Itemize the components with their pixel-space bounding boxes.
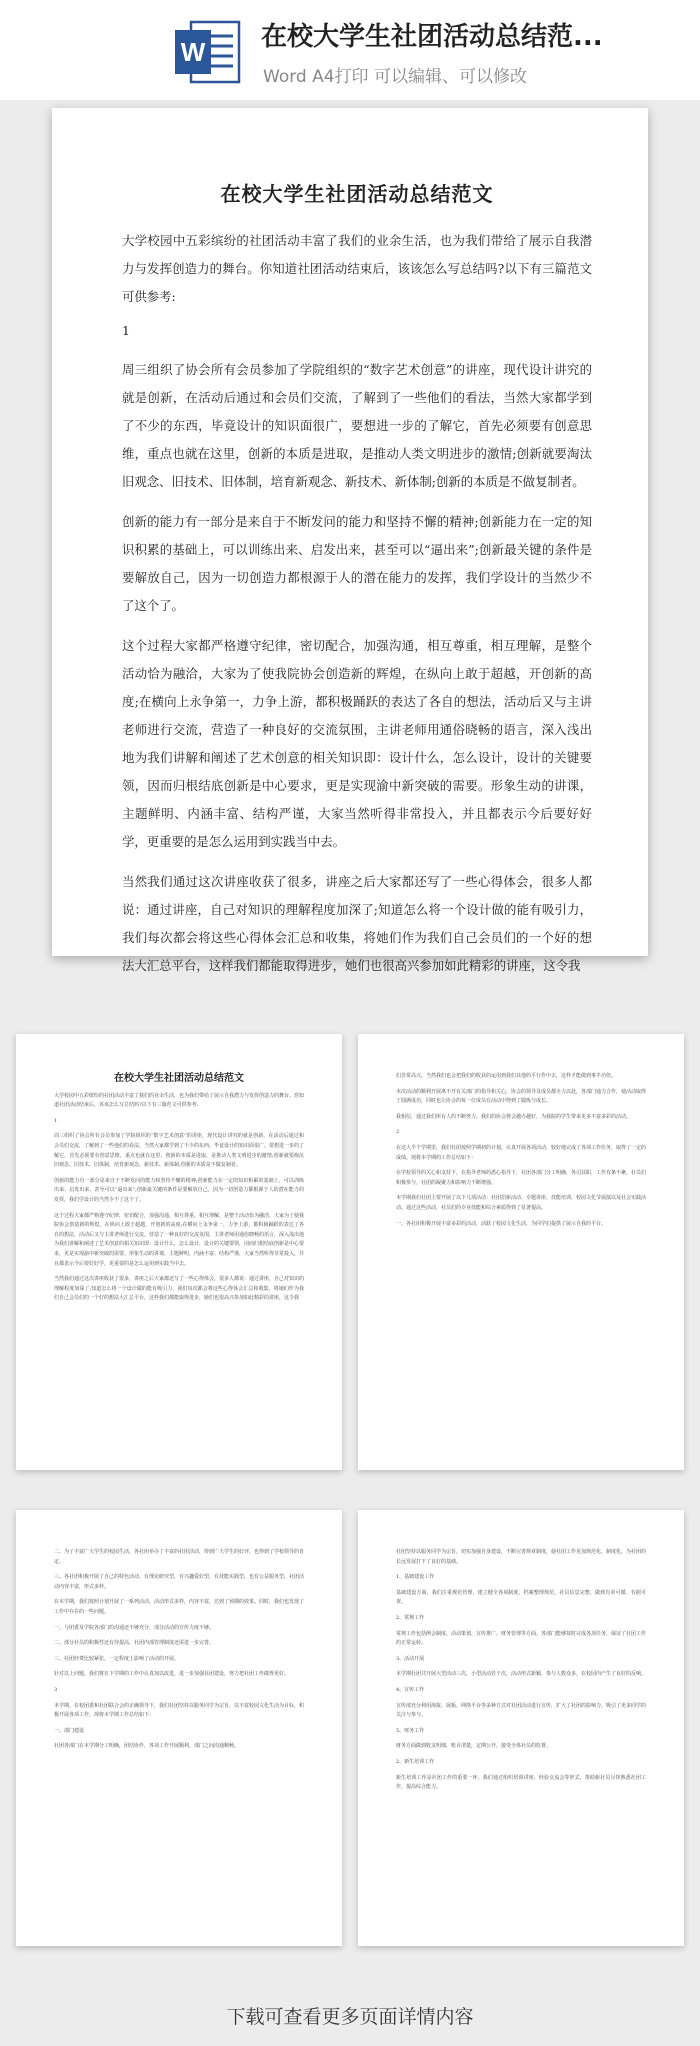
thumbnail-paragraph: 3 [54,1686,58,1693]
thumbnail-paragraph: 在本学期，我们按照计划开展了一系列活动，活动形式多样，内容丰富，达到了预期的效果。同时，我们也发现了工作中存在的一些问题。 [54,1599,305,1615]
page-thumbnail-3[interactable] [16,1510,342,1946]
thumbnail-paragraph: 针对以上问题，我们将在下学期的工作中认真加以改进，进一步加强社团建设，努力把社团工作做得更好。 [54,1671,290,1678]
thumbnail-paragraph: 这个过程大家都严格遵守纪律，密切配合，加强沟通，相互尊重，相互理解，是整个活动恰为融洽，大家为了使我院协会创造新的辉煌，在纵向上敢于超越，开创新的高度;在横向上永争第一，力争上游，都积极踊跃的表达了各自的想法，活动后又与主讲老师进行交流，营造了一种良好的交流氛围，主讲老师用通俗晓畅的语言，深入浅出地为我们讲解和阐述了艺术创意的相关知识即：设计什么，怎么设计，设计的关键要领，因而归根结底创新是中心要求，更是实现渝中新突破的需要。形象生动的讲课，主题鲜明、内涵丰富、结构严谨，大家当然听得非常投入，并且都表示今后要好好学，更重要的是怎么运用到实践当中去。 [54,1212,305,1267]
thumbnail-paragraph: 周三组织了协会所有会员参加了学院组织的“数字艺术创意”的讲座，现代设计讲究的就是创新，在活动后通过和会员们交流，了解到了一些他们的看法，当然大家都学到了不少的东西，毕竟设计的知识面很广，要想进一步的了解它，首先必须要有创意思维，重点也就在这里，创新的本质是进取，是推动人类文明进步的激情;创新就要淘汰旧观念、旧技术、旧体制，培育新观念、新技术、新体制;创新的本质是不做复制者。 [54,1133,305,1169]
page-thumbnail-4[interactable] [358,1510,684,1946]
thumbnail-paragraph: 宣传部充分利用海报、展板、网络平台等多种方式对社团活动进行宣传，扩大了社团的影响力，吸引了更多同学的关注与参与。 [396,1702,647,1719]
download-more-link[interactable]: 下载可查看更多页面详情内容 [226,2006,474,2028]
thumbnail-paragraph: 二、部分社员的积极性还有待提高，社团内部管理制度还需进一步完善。 [54,1640,215,1647]
thumbnail-paragraph: 基础建设方面，我们注重规范管理，建立健全各项制度，档案整理规范，社员信息完整，做到有章可循、有据可查。 [396,1589,646,1606]
thumbnail-paragraph: 本次活动的顺利开展离不开有关部门的指导和关心，协会的领导及成员都全力以赴，各部门通力合作，使活动取得了圆满成功，同时也让协会的每一位成员在活动中得到了锻炼与成长。 [396,1088,647,1105]
thumbnail-paragraph: 一、各社团积极开展丰富多彩的活动，活跃了校园文化生活，为同学们提供了展示自我的平台。 [396,1220,607,1227]
thumbnail-paragraph: 一、部门建设 [54,1727,85,1734]
thumbnail-paragraph: 三、社团经费比较紧张，一定程度上影响了活动的开展。 [54,1655,180,1662]
thumbnail-paragraph: 本学期，在校团委和社团联合会的正确领导下，我们社团坚持以服务同学为宗旨，以丰富校园文化生活为目标，积极开展各项工作，现将本学期工作总结如下： [54,1702,305,1719]
thumbnail-paragraph: 本学期社团共开展大型活动三次，小型活动若干次，活动形式新颖，参与人数众多，在校园内产生了良好的反响。 [396,1671,647,1678]
document-subtitle: Word A4打印 可以编辑、可以修改 [263,67,527,87]
thumbnail-paragraph: 二、为了丰富广大学生的校园生活，各社团举办了丰富的社团活动，得到广大学生的好评，也得到了学校领导的肯定。 [54,1549,305,1565]
thumbnail-paragraph: 三、各社团积极开展了自己的特色活动，有理论研究型，有兴趣爱好型，有技能实践型，也有公益服务型，社团活动内容丰富，形式多样。 [54,1574,305,1590]
document-title: 在校大学生社团活动总结范... [261,22,603,52]
thumbnail-paragraph: 在学校领导的关心和支持下，在指导老师的悉心指导下，社团各部门分工明确，各司其职，工作有条不紊，社员们积极参与，社团的凝聚力和影响力不断增强。 [396,1170,647,1186]
thumbnail-paragraph: 2、常规工作 [396,1614,425,1621]
main-page-preview [52,108,648,973]
thumbnail-paragraph: 1 [54,1117,58,1124]
thumbnail-paragraph: 1、基础建设工作 [396,1574,435,1581]
header-bar [0,0,700,100]
section-number: 1 [122,323,130,338]
thumbnail-paragraph: 们非常高兴，当然我们也会把我们的收获的运用到我们其他的平行作中去，这样才能做到事半功倍。 [396,1073,617,1079]
thumbnail-paragraph: 创新的能力有一部分是来自于不断发问的能力和坚持不懈的精神;创新能力在一定的知识积累的基础上，可以训练出来、启发出来，甚至可以“逼出来”;创新最关键的条件是要解放自己，因为一切创造力都根源于人的潜在能力的发挥，我们学设计的当然少不了这个了。 [54,1177,304,1203]
page-thumbnail-1[interactable] [16,1034,342,1470]
page-thumbnail-2[interactable] [358,1034,684,1470]
body-paragraph: 创新的能力有一部分是来自于不断发问的能力和坚持不懈的精神;创新能力在一定的知识积累的基础上，可以训练出来、启发出来，甚至可以“逼出来”;创新最关键的条件是要解放自己，因为一切创造力都根源于人的潜在能力的发挥，我们学设计的当然少不了这个了。 [122,514,592,613]
intro-paragraph: 大学校园中五彩缤纷的社团活动丰富了我们的业余生活，也为我们带给了展示自我潜力与发挥创造力的舞台。你知道社团活动结束后，该该怎么写总结吗?以下有三篇范文可供参考: [122,233,592,304]
thumbnail-paragraph: 大学校园中五彩缤纷的社团活动丰富了我们的业余生活，也为我们带给了展示自我潜力与发挥创造力的舞台。你知道社团活动结束后，该该怎么写总结吗?以下有三篇范文可供参考: [54,1092,305,1109]
word-icon-letter: W [180,37,206,67]
thumbnail-paragraph: 财务方面做到收支明细，账目清楚，定期公开，接受全体社员的监督。 [396,1743,552,1750]
thumbnail-paragraph: 3、活动开展 [396,1655,425,1662]
thumbnail-paragraph: 新生培训工作是社团工作的重要一环，我们通过组织培训讲座、经验交流会等形式，帮助新社员尽快熟悉社团工作，提高综合能力。 [396,1774,646,1791]
body-paragraph: 周三组织了协会所有会员参加了学院组织的“数字艺术创意”的讲座，现代设计讲究的就是创新，在活动后通过和会员们交流，了解到了一些他们的看法，当然大家都学到了不少的东西，毕竟设计的知识面很广，要想进一步的了解它，首先必须要有创意思维，重点也就在这里，创新的本质是进取，是推动人类文明进步的激情;创新就要淘汰旧观念、旧技术、旧体制，培育新观念、新技术、新体制;创新的本质是不做复制者。 [122,362,592,489]
thumbnail-paragraph: 5、财务工作 [396,1727,425,1734]
thumbnail-paragraph: 当然我们通过这次讲座收获了很多，讲座之后大家都还写了一些心得体会，很多人都说：通过讲座，自己对知识的理解程度加深了;知道怎么将一个设计做的能有吸引力，我们每次都会将这些心得体会汇总和收集，将她们作为我们自己会员们的一个好的想法大汇总平台，这样我们都能取得进步，她们也很高兴参加如此精彩的讲座，这令我 [54,1276,305,1302]
thumbnail-paragraph: 社团坚持以服务同学为宗旨，切实加强自身建设，不断完善规章制度，使社团工作更加规范化、制度化，为社团的长远发展打下了良好的基础。 [396,1549,647,1565]
body-paragraph: 这个过程大家都严格遵守纪律，密切配合，加强沟通，相互尊重，相互理解，是整个活动恰为融洽，大家为了使我院协会创造新的辉煌，在纵向上敢于超越，开创新的高度;在横向上永争第一，力争上游，都积极踊跃的表达了各自的想法，活动后又与主讲老师进行交流，营造了一种良好的交流氛围，主讲老师用通俗晓畅的语言，深入浅出地为我们讲解和阐述了艺术创意的相关知识即：设计什么，怎么设计，设计的关键要领，因而归根结底创新是中心要求，更是实现渝中新突破的需要。形象生动的讲课，主题鲜明、内涵丰富、结构严谨，大家当然听得非常投入，并且都表示今后要好好学，更重要的是怎么运用到实践当中去。 [122,638,592,849]
thumbnail-paragraph: 我相信，通过我们所有人的不断努力，我们的协会将会越办越好，为我院的学生带来更多丰富多彩的活动。 [396,1113,632,1120]
thumbnail-paragraph: 在这大半个学期里，我们社团按照学期初的计划，认真开展各项活动，较好地完成了各项工作任务，取得了一定的成绩。现将本学期的工作总结如下： [396,1144,647,1161]
thumbnail-title: 在校大学生社团活动总结范文 [114,1073,244,1084]
thumbnail-paragraph: 社团各部门在本学期分工明确，团结协作，各项工作开展顺利，部门之间沟通顺畅。 [54,1743,240,1750]
thumbnail-paragraph: 常规工作包括例会制度、活动策划、宣传推广、财务管理等方面。各部门能够按时完成各项任务，保证了社团工作的正常运转。 [396,1630,647,1647]
main-page-title: 在校大学生社团活动总结范文 [220,182,494,206]
thumbnail-paragraph: 2、新生培训工作 [396,1758,435,1765]
thumbnail-paragraph: 一、与团委及学院各部门的沟通还不够充分，部分活动的宣传力度不够。 [54,1624,215,1631]
thumbnail-paragraph: 本学期我们社团主要开展了以下几项活动：社团招新活动、专题讲座、技能培训、校园文化节展演以及社会实践活动。通过这些活动，社员们的专业技能和综合素质得到了显著提高。 [396,1195,647,1211]
thumbnail-paragraph: 4、宣传工作 [396,1686,425,1693]
word-document-icon [173,18,243,86]
body-paragraph: 当然我们通过这次讲座收获了很多，讲座之后大家都还写了一些心得体会，很多人都说：通过讲座，自己对知识的理解程度加深了;知道怎么将一个设计做的能有吸引力，我们每次都会将这些心得体会汇总和收集，将她们作为我们自己会员们的一个好的想法大汇总平台，这样我们都能取得进步，她们也很高兴参加如此精彩的讲座，这令我 [122,874,592,973]
main-page-content [122,178,592,992]
thumbnail-paragraph: 2 [396,1129,400,1136]
